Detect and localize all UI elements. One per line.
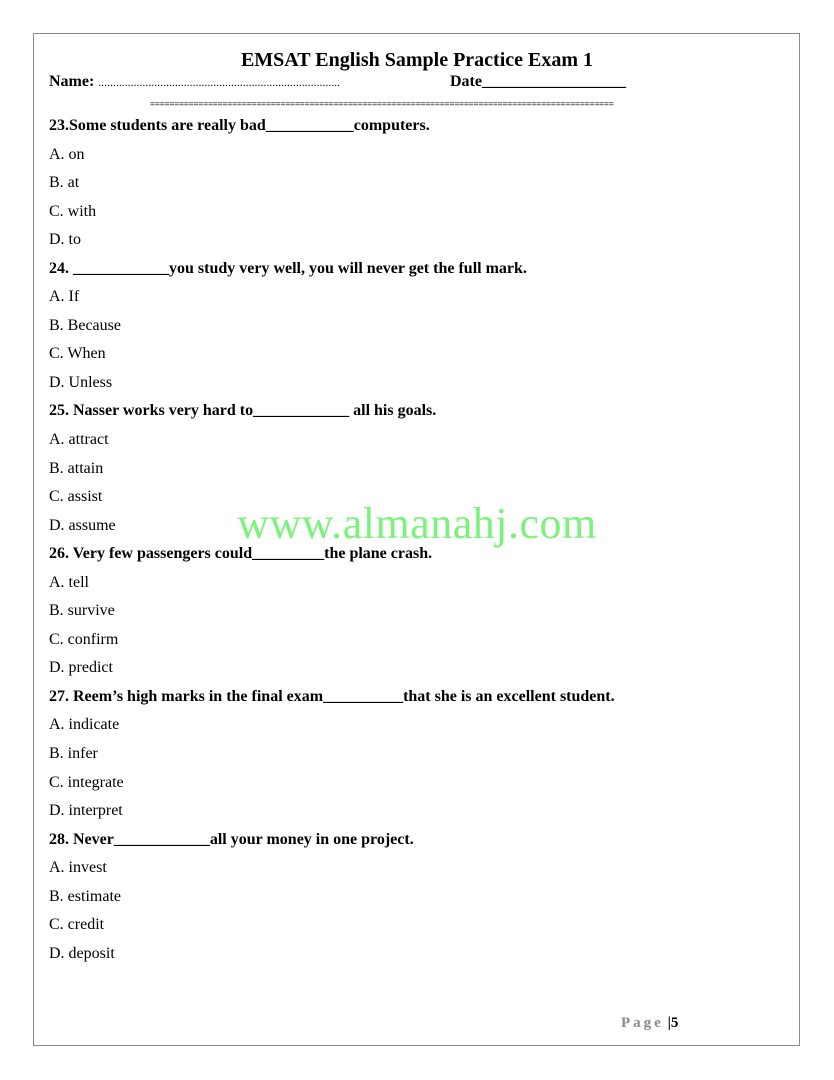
name-label: Name:: [49, 73, 95, 90]
option-d: D. Unless: [49, 373, 113, 391]
date-field: Date__________________: [450, 73, 626, 90]
option-b: B. estimate: [49, 887, 121, 905]
page-number: 5: [670, 1015, 679, 1031]
option-c: C. integrate: [49, 773, 124, 791]
question-27: [49, 685, 779, 828]
option-a: A. attract: [49, 431, 109, 449]
name-dots: ..................................................................................: [98, 77, 341, 89]
option-a: A. If: [49, 288, 80, 306]
name-field: [49, 72, 340, 93]
option-d: D. assume: [49, 516, 116, 534]
option-c: C. assist: [49, 488, 103, 506]
option-d: D. predict: [49, 659, 113, 677]
option-a: A. indicate: [49, 716, 120, 734]
option-b: B. at: [49, 174, 80, 192]
option-c: C. confirm: [49, 630, 119, 648]
option-d: D. to: [49, 231, 81, 249]
option-d: D. interpret: [49, 802, 123, 820]
separator-line: ================================================================================================: [150, 99, 614, 109]
exam-title: EMSAT English Sample Practice Exam 1: [240, 49, 594, 71]
watermark: www.almanahj.com: [237, 499, 597, 548]
option-c: C. with: [49, 202, 97, 220]
option-c: C. When: [49, 345, 106, 363]
option-a: A. on: [49, 145, 85, 163]
option-a: A. invest: [49, 859, 107, 877]
question-26: [49, 542, 779, 685]
question-stem: 28. Never____________all your money in one project.: [49, 830, 414, 848]
page-footer: [621, 1013, 678, 1033]
option-c: C. credit: [49, 916, 105, 934]
question-stem: 24. ____________you study very well, you will never get the full mark.: [49, 259, 527, 277]
page-separator: |: [667, 1015, 671, 1031]
option-b: B. survive: [49, 602, 115, 620]
question-stem: 25. Nasser works very hard to____________ all his goals.: [49, 402, 437, 420]
option-d: D. deposit: [49, 944, 115, 962]
option-b: B. attain: [49, 459, 104, 477]
question-stem: 27. Reem’s high marks in the final exam__________that she is an excellent student.: [49, 687, 615, 705]
question-stem: 23.Some students are really bad___________computers.: [49, 117, 430, 134]
question-stem: 26. Very few passengers could_________the plane crash.: [49, 545, 433, 563]
option-b: B. infer: [49, 745, 98, 763]
question-28: [49, 828, 779, 971]
question-23: [49, 114, 779, 257]
question-24: [49, 257, 779, 400]
option-b: B. Because: [49, 316, 121, 334]
option-a: A. tell: [49, 573, 89, 591]
page-label: Page: [621, 1015, 664, 1031]
